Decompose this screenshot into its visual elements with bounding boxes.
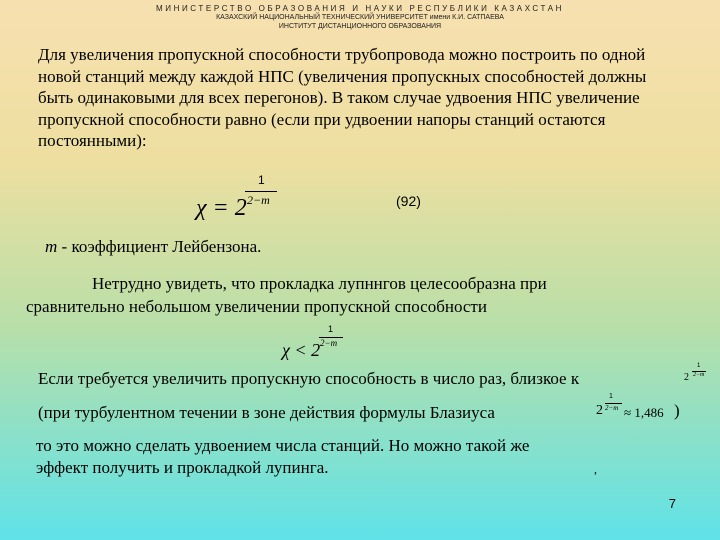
formula-inequality-lhs: χ < 2 [282, 340, 321, 360]
stray-comma: , [594, 462, 597, 476]
coefficient-line [45, 237, 261, 257]
page-number: 7 [668, 496, 676, 511]
inline-formula-blasius-exp-den: 2−m [605, 404, 619, 412]
formula-inequality-exp-den: 2−m [320, 338, 338, 348]
inline-formula-right-exp-num: 1 [697, 363, 701, 369]
inline-formula-blasius-exp-num: 1 [609, 393, 613, 400]
formula-92-fraction-bar [245, 191, 277, 192]
paragraph2-line1: Нетрудно увидеть, что прокладка лупннгов целесообразна при [92, 274, 547, 293]
formula-92-exp-den: 2−m [247, 193, 270, 207]
line-if-required: Если требуется увеличить пропускную способность в число раз, близкое к [38, 369, 580, 388]
inline-formula-blasius-base: 2 [596, 403, 603, 418]
header-ministry: МИНИСТЕРСТВО ОБРАЗОВАНИЯ И НАУКИ РЕСПУБЛИКИ КАЗАХСТАН [155, 4, 565, 13]
inline-formula-right-exp-den: 2−m [693, 372, 705, 378]
equation-number: (92) [396, 193, 421, 209]
paragraph-intro: Для увеличения пропускной способности трубопровода можно построить по одной новой станций между каждой НПС (увеличения пропускных способностей должны быть одинаковыми для всех перегонов). В таком случае удвоения НПС увеличение пропускной способности равно (если при удвоении напоры станций остаются постоянными): [38, 45, 647, 150]
formula-92-exp-num: 1 [258, 173, 265, 187]
coefficient-text: - коэффициент Лейбензона. [57, 237, 262, 256]
formula-inequality-exp-num: 1 [328, 324, 334, 334]
coefficient-symbol: m [45, 237, 58, 256]
formula-92-lhs: χ = 2 [196, 195, 247, 221]
inline-formula-blasius-close-paren: ) [674, 401, 680, 420]
line-then-1: то это можно сделать удвоением числа станций. Но можно такой же [36, 436, 530, 455]
header-institute: ИНСТИТУТ ДИСТАНЦИОННОГО ОБРАЗОВАНИЯ [278, 23, 442, 30]
line-turbulent: (при турбулентном течении в зоне действия формулы Блазиуса [38, 403, 495, 422]
inline-formula-blasius-approx: ≈ 1,486 [624, 405, 664, 420]
line-then-2: эффект получить и прокладкой лупинга. [36, 458, 329, 477]
paragraph2-line2: сравнительно небольшом увеличении пропускной способности [26, 297, 487, 316]
inline-formula-right-base: 2 [684, 372, 689, 383]
header-university: КАЗАХСКИЙ НАЦИОНАЛЬНЫЙ ТЕХНИЧЕСКИЙ УНИВЕРСИТЕТ имени К.И. САТПАЕВА [216, 14, 504, 21]
